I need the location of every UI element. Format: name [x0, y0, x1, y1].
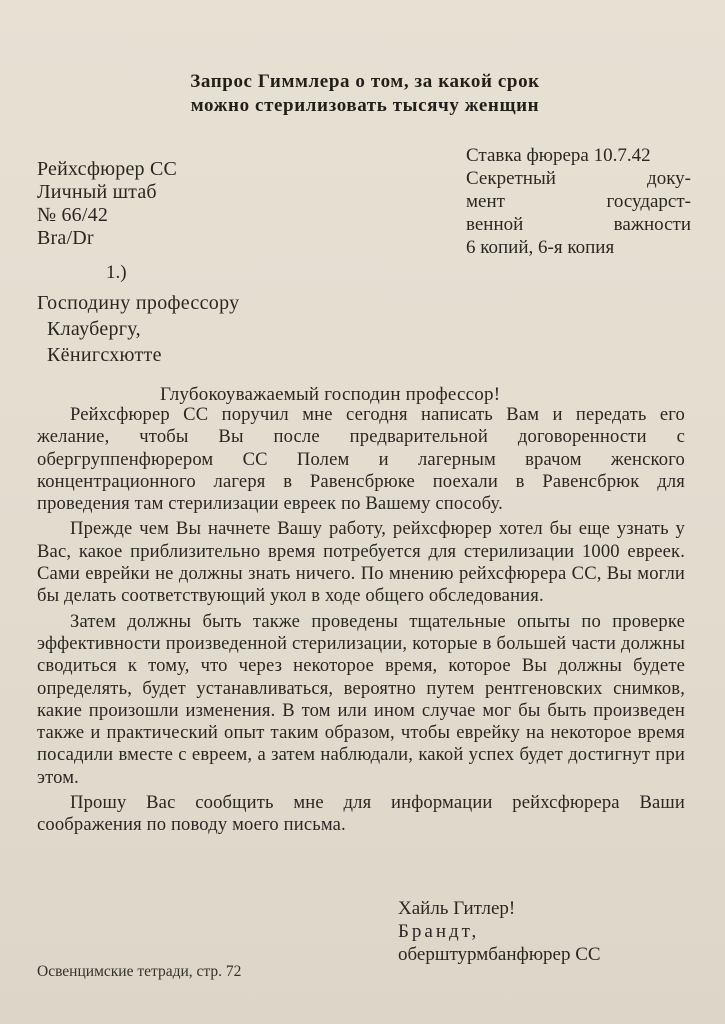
sender-line-3: № 66/42	[37, 204, 109, 226]
body-paragraph-2: Прежде чем Вы начнете Вашу работу, рейхсфюрер хотел бы еще узнать у Вас, какое приблизительно время потребуется для стерилизации 1000 евреек. Сами еврейки не должны знать ничего. По мнению рейхсфюрера СС, Вы могли бы делать соответствующий укол в ходе общего обследования.	[37, 518, 685, 607]
body-paragraph-4: Прошу Вас сообщить мне для информации рейхсфюрера Ваши соображения по поводу моего письма.	[37, 792, 685, 836]
addressee-line-1: Господину профессору	[37, 292, 240, 314]
sender-line-2: Личный штаб	[37, 181, 157, 203]
item-number: 1.)	[106, 262, 127, 283]
greeting: Глубокоуважаемый господин профессор!	[160, 384, 501, 405]
stamp-line-2: Секретный доку-	[466, 168, 691, 189]
sender-line-4: Bra/Dr	[37, 227, 94, 249]
signature-line-2: Брандт,	[398, 921, 480, 942]
source-footer: Освенцимские тетради, стр. 72	[37, 963, 242, 980]
sender-line-1: Рейхсфюрер СС	[37, 158, 178, 180]
title-line-2: можно стерилизовать тысячу женщин	[190, 95, 540, 116]
letter-body	[37, 404, 685, 840]
signature-line-3: оберштурмбанфюрер СС	[398, 944, 601, 965]
addressee-line-2: Клаубергу,	[47, 318, 141, 340]
document-title	[130, 70, 600, 118]
body-paragraph-3: Затем должны быть также проведены тщательные опыты по проверке эффективности произведенной стерилизации, которые в большей части должны сводиться к тому, что через некоторое время, которое Вы должны будете определять, будет устанавливаться, вероятно путем рентгеновских снимков, какие произошли изменения. В том или ином случае мог бы быть произведен также и практический опыт таким образом, чтобы еврейку на некоторое время посадили вместе с евреем, а затем наблюдали, какой успех будет достигнут при этом.	[37, 610, 685, 788]
stamp-line-5: 6 копий, 6-я копия	[466, 237, 615, 258]
classification-block	[466, 144, 691, 259]
body-paragraph-1: Рейхсфюрер СС поручил мне сегодня написать Вам и передать его желание, чтобы Вы после предварительной договоренности с обергруппенфюрером СС Полем и лагерным врачом женского концентрационного лагеря в Равенсбрюке поехали в Равенсбрюк для проведения там стерилизации евреек по Вашему способу.	[37, 404, 685, 515]
signature-line-1: Хайль Гитлер!	[398, 898, 516, 919]
sender-block	[37, 158, 177, 250]
addressee-block	[37, 290, 239, 368]
addressee-line-3: Кёнигсхютте	[47, 344, 162, 366]
title-line-1: Запрос Гиммлера о том, за какой срок	[190, 71, 540, 92]
stamp-line-1: Ставка фюрера 10.7.42	[466, 145, 651, 166]
stamp-line-4: венной важности	[466, 214, 691, 235]
signature-block	[398, 897, 601, 966]
stamp-line-3: мент государст-	[466, 191, 691, 212]
